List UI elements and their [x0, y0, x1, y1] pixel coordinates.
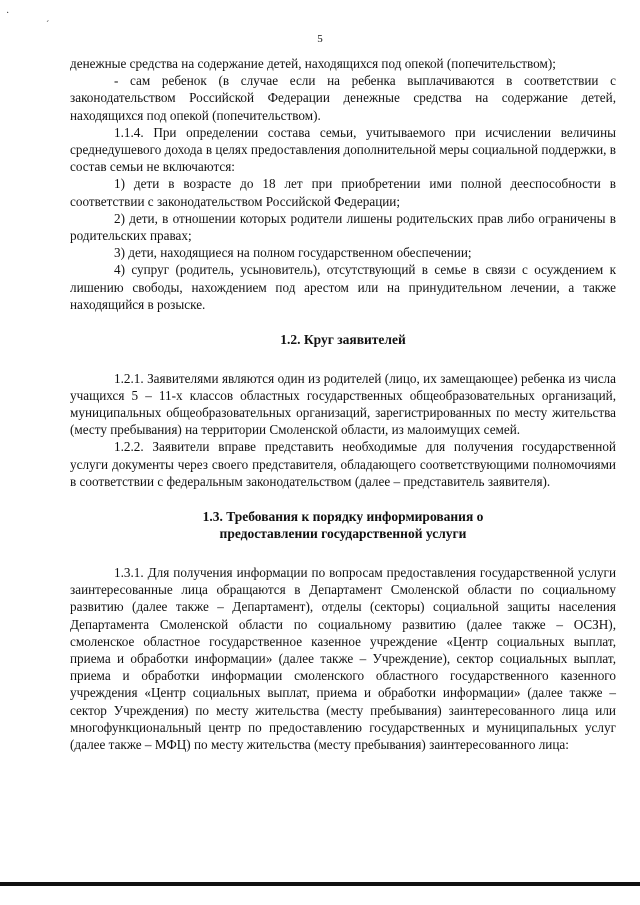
- section-heading: [70, 508, 616, 543]
- page-number: 5: [317, 33, 323, 45]
- paragraph: 1.2.2. Заявители вправе представить необходимые для получения государственной услуги документы через своего представителя, обладающего соответствующими полномочиями в соответствии с федеральным законодательством (далее – представитель заявителя).: [70, 439, 616, 489]
- margin-mark: ˊ: [46, 20, 50, 31]
- paragraph: 1.1.4. При определении состава семьи, учитываемого при исчислении величины среднедушевого дохода в целях предоставления дополнительной меры социальной поддержки, в состав семьи не включаются:: [70, 124, 616, 175]
- margin-mark: ·: [6, 8, 10, 19]
- paragraph: - сам ребенок (в случае если на ребенка выплачиваются в соответствии с законодательством Российской Федерации денежные средства на содержание детей, находящихся под опекой (попечительством).: [70, 73, 616, 123]
- scan-bottom-edge: [0, 882, 640, 886]
- section-heading-line: 1.3. Требования к порядку информирования о: [202, 508, 484, 524]
- section-heading: 1.2. Круг заявителей: [280, 332, 406, 348]
- paragraph: 1.2.1. Заявителями являются один из родителей (лицо, их замещающее) ребенка из числа учащихся 5 – 11-х классов областных государственных общеобразовательных организаций, муниципальных общеобразовательных организаций, зарегистрированных по месту жительства (месту пребывания) на территории Смоленской области, из малоимущих семей.: [70, 370, 616, 438]
- document-body: [70, 55, 616, 753]
- paragraph: 2) дети, в отношении которых родители лишены родительских прав либо ограничены в родительских правах;: [70, 210, 616, 244]
- paragraph: денежные средства на содержание детей, находящихся под опекой (попечительством);: [70, 56, 556, 71]
- paragraph: 1) дети в возрасте до 18 лет при приобретении ими полной дееспособности в соответствии с законодательством Российской Федерации;: [70, 176, 616, 209]
- paragraph: 1.3.1. Для получения информации по вопросам предоставления государственной услуги заинтересованные лица обращаются в Департамент Смоленской области по социальному развитию (далее также – Департамент), отделы (секторы) социальной защиты населения Департамента Смоленской области по социальному развитию (далее также – ОСЗН), смоленское областное государственное казенное учреждение «Центр социальных выплат, приема и обработки информации» (далее также – Учреждение), сектор социальных выплат, приема и обработки информации смоленского областного государственного казенного учреждения «Центр социальных выплат, приема и обработки информации» (далее также – сектор Учреждения) по месту жительства (месту пребывания) заинтересованного лица или многофункциональный центр по предоставлению государственных и муниципальных услуг (далее также – МФЦ) по месту жительства (месту пребывания) заинтересованного лица:: [70, 564, 616, 752]
- paragraph: 3) дети, находящиеся на полном государственном обеспечении;: [114, 245, 472, 261]
- paragraph: 4) супруг (родитель, усыновитель), отсутствующий в семье в связи с осуждением к лишению свободы, нахождением под арестом или на принудительном лечении, а также находящийся в розыске.: [70, 262, 616, 312]
- section-heading-line: предоставлении государственной услуги: [219, 526, 467, 542]
